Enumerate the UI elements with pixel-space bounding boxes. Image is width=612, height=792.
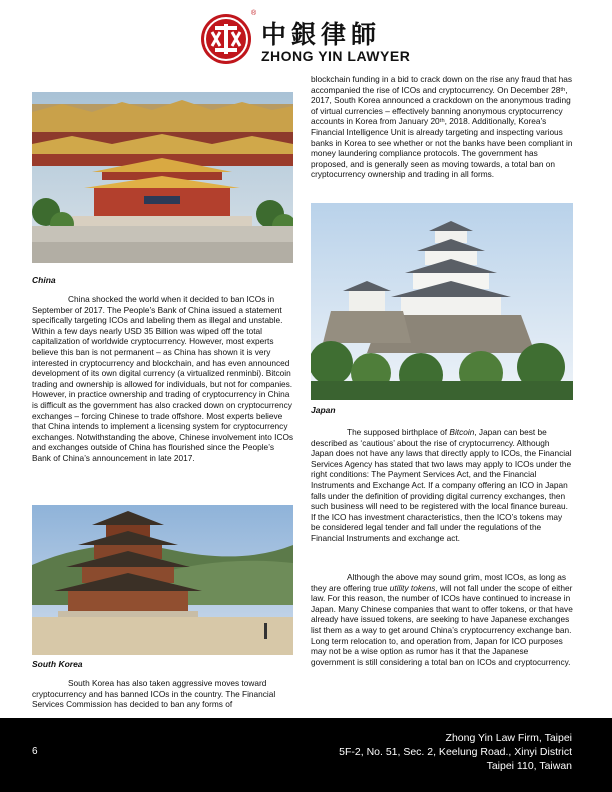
paragraph-japan-2 bbox=[311, 572, 573, 667]
address-line-1: Zhong Yin Law Firm, Taipei bbox=[445, 732, 572, 744]
bitcoin-term: Bitcoin bbox=[449, 427, 475, 437]
paragraph-china: China shocked the world when it decided to ban ICOs in September of 2017. The People’s Bank of China issued a statement specifically targeting ICOs and labeling them as illegal and unstable. Within a few days nearly USD 35 Billion was wiped off the total capitalization of worldwide cryptocurrency. However, most experts believe this ban is not permanent – as China has shown it is very interested in cryptocurrency and blockchain, and has even announced development of its own digital currency (a virtualized renminbi). Bitcoin trading and ownership is allowed for individuals, but not for companies. However, in practice ownership and trading of cryptocurrency in China is difficult as the government has also cracked down on cryptocurrency exchanges – forcing Chinese to trade offshore. Most experts believe that China intends to implement a licensing system for cryptocurrency exchanges. Notwithstanding the above, Chinese involvement into ICOs and exchanges outside of China has flourished since the People’s Bank of China’s announcement in late 2017. bbox=[32, 294, 294, 463]
paragraph-japan-1 bbox=[311, 427, 573, 544]
paragraph-japan-2-text-a: Although the above may sound grim, most ICOs, as long as they are offering true bbox=[311, 572, 567, 593]
firm-logo bbox=[199, 8, 459, 68]
brand-name-chinese: 中銀律師 bbox=[261, 20, 382, 49]
caption-japan: Japan bbox=[311, 405, 336, 415]
caption-south-korea: South Korea bbox=[32, 659, 83, 669]
china-photo bbox=[32, 92, 293, 263]
registered-mark: ® bbox=[251, 10, 257, 17]
utility-tokens-term: utility tokens bbox=[389, 582, 436, 593]
paragraph-japan-1-text-b: , Japan can best be described as ‘cautious’ about the rise of cryptocurrency. Although Japan does not have any laws that directly apply to ICOs, the Financial Services Agency has stated that two laws may apply to ICOs under the right conditions: The Payment Services Act, and the Financial Instruments and Exchange Act. If a company offering an ICO in Japan falls under the definition of providing digital currency exchanges, then such business will need to be registered with the local finance bureau. If the ICO has investment characteristics, then the ICO’s tokens may be considered legal tender and fall under the regulations of the Financial Instruments and exchange act. bbox=[311, 427, 572, 543]
paragraph-south-korea-continued: blockchain funding in a bid to crack down on the rise any fraud that has accompanied the rise of ICOs and cryptocurrency. On December 28ᵗʰ, 2017, South Korea announced a crackdown on the anonymous trading of virtual currencies – effectively banning anonymous cryptocurrency accounts in Korea from January 20ᵗʰ, 2018. Additionally, Korea’s Financial Intelligence Unit is already targeting and inspecting various banks in Korea to see whether or not the banks have been compliant in money laundering compliance protocols. The government has proposed, and is generally seen as moving towards, a total ban on cryptocurrency ownership and trading in all forms. bbox=[311, 74, 573, 180]
brand-name-english: ZHONG YIN LAWYER bbox=[261, 48, 411, 64]
japan-photo bbox=[311, 203, 573, 400]
firm-address bbox=[339, 731, 572, 773]
south-korea-photo bbox=[32, 505, 293, 655]
firm-seal-icon bbox=[199, 12, 253, 66]
caption-china: China bbox=[32, 275, 56, 285]
page-number: 6 bbox=[32, 746, 38, 757]
address-line-2: 5F-2, No. 51, Sec. 2, Keelung Road., Xinyi District bbox=[339, 746, 572, 758]
paragraph-japan-2-text-b: , will not fall under the scope of either law. For this reason, the number of ICOs have continued to increase in Japan. Many Chinese companies that want to offer tokens, or that have already have issued tokens, are seeking to have Japanese exchanges list them as a way to get around China’s cryptocurrency exchange ban. Long term relocation to, and operation from, Japan for ICO purposes may not be a wise option as rumor has it that the Japanese government is still considering a total ban on ICOs and cryptocurrency. bbox=[311, 582, 573, 667]
address-line-3: Taipei 110, Taiwan bbox=[486, 760, 572, 772]
paragraph-japan-1-text-a: The supposed birthplace of bbox=[347, 427, 450, 437]
page-footer bbox=[0, 718, 612, 792]
paragraph-south-korea: South Korea has also taken aggressive moves toward cryptocurrency and has banned ICOs in the country. The Financial Services Commission has decided to ban any forms of bbox=[32, 678, 276, 710]
